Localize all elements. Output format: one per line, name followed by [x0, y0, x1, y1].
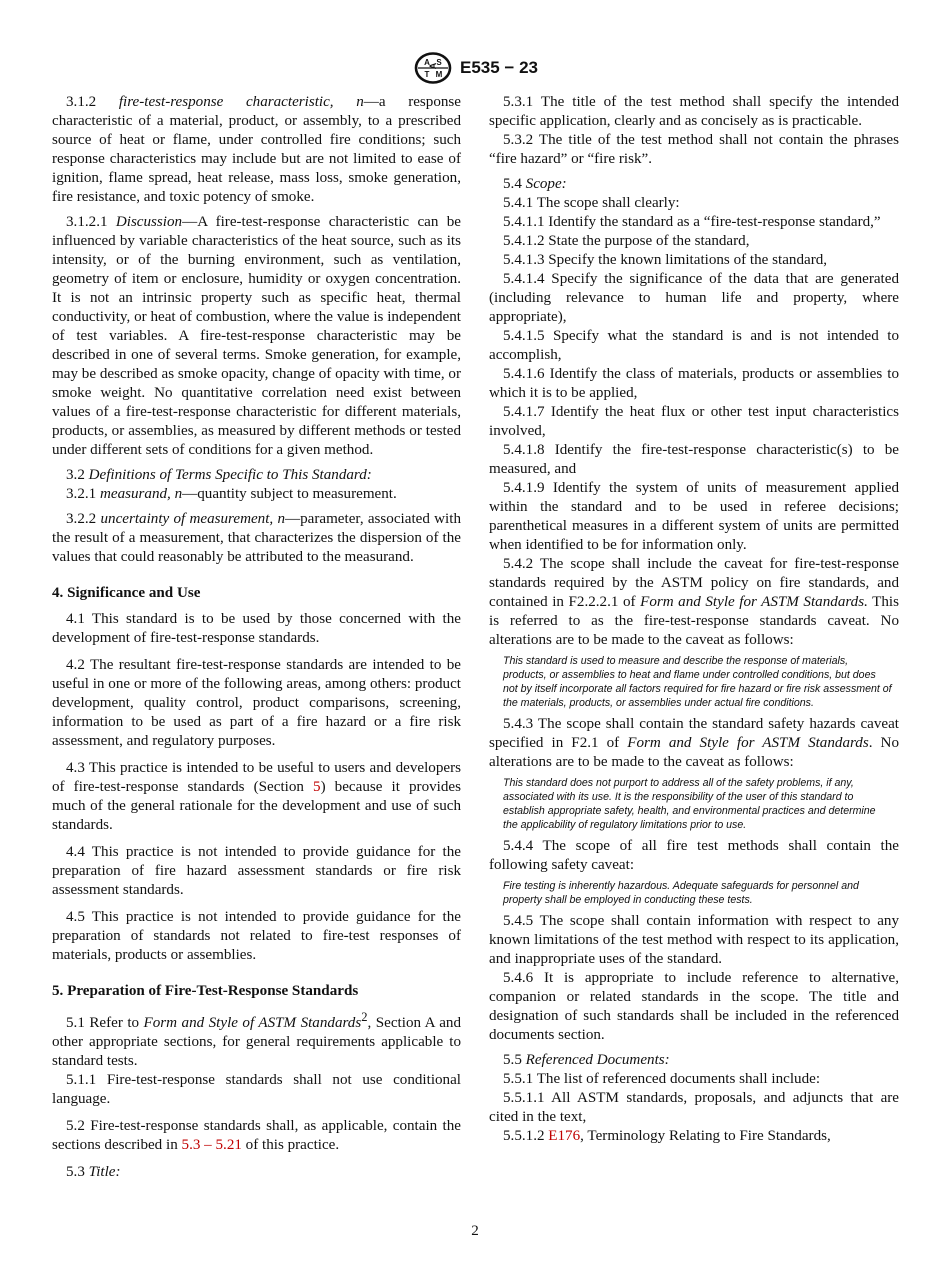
footnote-ref: 2 [361, 1010, 368, 1024]
svg-text:T: T [424, 70, 430, 79]
para-3-1-2: 3.1.2 fire-test-response characteristic, n—a response characteristic of a material, product, or assembly, to a prescribed source of heat or flame, under controlled fire conditions; such response characteristics may include but are not limited to ease of ignition, flame spread, heat release, mass loss, smoke generation, fire resistance, and toxic potency of smoke. [52, 94, 462, 205]
term-fire-test-response-characteristic: fire-test-response characteristic, n [118, 94, 364, 110]
para-5-4-2: 5.4.2 The scope shall include the caveat for fire-test-response standards required by the ASTM policy on fire standards, and contained in F2.2.2.1 of Form and Style for ASTM Standards. This is referred to as the fire-test-response standards caveat. No alterations are to be made to the caveat as follows: [489, 556, 899, 648]
section-title-title: Title: [88, 1164, 121, 1181]
para-4-3: 4.3 This practice is intended to be useful to users and developers of fire-test-response standards (Section 5) because it provides much of the general rationale for the development and use of such standards. [52, 760, 461, 833]
para-5-1-1: 5.1.1 Fire-test-response standards shall not use conditional language. [52, 1072, 461, 1108]
para-3-2: 3.2 Definitions of Terms Specific to This Standard: [66, 467, 372, 483]
para-5-4-1-8: 5.4.1.8 Identify the fire-test-response characteristic(s) to be measured, and [489, 442, 899, 477]
para-5-4-5: 5.4.5 The scope shall contain information with respect to any known limitations of the test method with respect to its application, and inappropriate uses of the standard. [489, 913, 899, 967]
form-and-style-title: Form and Style for ASTM Standards. [640, 594, 868, 610]
heading-preparation: 5. Preparation of Fire-Test-Response Standards [52, 983, 359, 999]
section-title-definitions: Definitions of Terms Specific to This Standard: [88, 467, 372, 483]
svg-text:S: S [436, 58, 442, 67]
standard-designation: E535 − 23 [460, 58, 538, 77]
para-5-4-1-3: 5.4.1.3 Specify the known limitations of the standard, [503, 252, 828, 268]
term-measurand: measurand, n [99, 486, 183, 502]
para-5-4-4: 5.4.4 The scope of all fire test methods shall contain the following safety caveat: [489, 838, 899, 873]
para-5-4-3: 5.4.3 The scope shall contain the standard safety hazards caveat specified in F2.1 of Form and Style for ASTM Standards. No alterations are to be made to the caveat as follows: [489, 716, 900, 770]
para-4-2: 4.2 The resultant fire-test-response standards are intended to be useful in one or more of the following areas, among others: product development, quality control, product comparisons, screening, information to be used as part of a fire hazard or a fire risk assessment, and regulatory purposes. [52, 657, 461, 749]
para-5-4-1-9: 5.4.1.9 Identify the system of units of measurement applied within the standard and to be used in referee decisions; parenthetical measures in a different system of units are permitted when identified to be for information only. [489, 480, 899, 553]
para-3-1-2-1: 3.1.2.1 Discussion—A fire-test-response characteristic can be influenced by variable characteristics of the heat source, such as its intensity, or of the burning environment, such as ventilation, geometry of item or enclosure, humidity or oxygen concentration. It is not an intrinsic property such as specific heat, thermal conductivity, or heat of combustion, where the value is independent of test variables. A fire-test-response characteristic may be described in one of several terms. Smoke generation, for example, may be described as smoke opacity, change of opacity with time, or smoke weight. No quantitative correlation need exist between values of a fire-test-response characteristic for different materials, products, or assemblies, as measured by different methods or tested under different sets of conditions for a given method. [52, 214, 461, 458]
para-5-5-1-1: 5.5.1.1 All ASTM standards, proposals, and adjuncts that are cited in the text, [489, 1090, 899, 1125]
para-5-4: 5.4 Scope: [503, 176, 567, 192]
para-5-4-1-7: 5.4.1.7 Identify the heat flux or other test input characteristics involved, [489, 404, 899, 439]
section-title-scope: Scope: [525, 176, 567, 192]
discussion-label: Discussion [115, 214, 183, 230]
svg-text:A: A [424, 58, 430, 67]
para-5-4-1-4: 5.4.1.4 Specify the significance of the data that are generated (including relevance to human life and property, where appropriate), [489, 271, 899, 325]
para-5-5-1: 5.5.1 The list of referenced documents shall include: [503, 1071, 821, 1087]
para-5-4-1: 5.4.1 The scope shall clearly: [503, 195, 680, 211]
para-3-2-2: 3.2.2 uncertainty of measurement, n—parameter, associated with the result of a measurement, that characterizes the dispersion of the values that could reasonably be attributed to the measurand. [52, 511, 461, 565]
fire-testing-safety-caveat: Fire testing is inherently hazardous. Adequate safeguards for personnel and property shall be employed in conducting these tests. [503, 880, 859, 906]
para-5-5: 5.5 Referenced Documents: [503, 1052, 670, 1068]
form-and-style-title: Form and Style of ASTM Standards [143, 1015, 362, 1032]
para-5-3-2: 5.3.2 The title of the test method shall not contain the phrases “fire hazard” or “fire risk”. [489, 132, 899, 167]
para-5-4-6: 5.4.6 It is appropriate to include reference to alternative, companion or related standards in the scope. The title and designation of such standards shall be included in the referenced documents section. [489, 970, 899, 1043]
para-5-3: 5.3 Title: [66, 1164, 121, 1181]
para-5-4-1-1: 5.4.1.1 Identify the standard as a “fire-test-response standard,” [503, 214, 881, 230]
sections-range-link[interactable]: 5.3 – 5.21 [181, 1137, 242, 1154]
safety-hazards-caveat: This standard does not purport to address all of the safety problems, if any, associated with its use. It is the responsibility of the user of this standard to establish appropriate safety, health, and environmental practices and determine the applicability of regulatory limitations prior to use. [503, 777, 876, 831]
para-3-2-1: 3.2.1 measurand, n—quantity subject to measurement. [66, 486, 397, 502]
svg-text:A: A [428, 62, 438, 70]
fire-test-response-caveat: This standard is used to measure and describe the response of materials, products, or assemblies to heat and flame under controlled conditions, but does not by itself incorporate all factors required for fire hazard or fire risk assessment of the materials, products, or assemblies under actual fire conditions. [503, 655, 892, 709]
para-5-1: 5.1 Refer to Form and Style of ASTM Standards$^2$, Section A and other appropriate sections, for general requirements applicable to standard tests. [52, 1010, 461, 1070]
para-5-5-1-2: 5.5.1.2 E176, Terminology Relating to Fire Standards, [503, 1128, 831, 1144]
svg-text:M: M [435, 70, 443, 79]
section-5-link[interactable]: 5 [313, 779, 321, 795]
para-5-4-1-6: 5.4.1.6 Identify the class of materials, products or assemblies to which it is to be applied, [489, 366, 899, 401]
para-4-4: 4.4 This practice is not intended to provide guidance for the preparation of fire hazard assessment standards or fire risk assessment standards. [52, 844, 461, 898]
para-5-4-1-2: 5.4.1.2 State the purpose of the standard, [503, 233, 750, 249]
page-header [0, 52, 950, 88]
page-number: 2 [471, 1223, 479, 1239]
para-4-5: 4.5 This practice is not intended to provide guidance for the preparation of standards not related to fire-test responses of materials, products or assemblies. [52, 909, 461, 963]
para-5-3-1: 5.3.1 The title of the test method shall specify the intended specific application, clearly and as concisely as is practicable. [489, 94, 899, 129]
term-uncertainty: uncertainty of measurement, n [100, 511, 285, 527]
astm-logo-icon [414, 52, 452, 84]
e176-link[interactable]: E176 [548, 1128, 581, 1144]
section-title-referenced-documents: Referenced Documents: [525, 1052, 670, 1068]
para-4-1: 4.1 This standard is to be used by those concerned with the development of fire-test-response standards. [52, 611, 461, 646]
left-column [52, 93, 461, 1182]
para-5-4-1-5: 5.4.1.5 Specify what the standard is and is not intended to accomplish, [489, 328, 899, 363]
form-and-style-title: Form and Style for ASTM Standards [627, 735, 869, 751]
para-5-2: 5.2 Fire-test-response standards shall, as applicable, contain the sections described in 5.3 – 5.21 of this practice. [52, 1118, 461, 1154]
right-column [489, 93, 899, 1146]
heading-significance-and-use: 4. Significance and Use [52, 585, 201, 601]
